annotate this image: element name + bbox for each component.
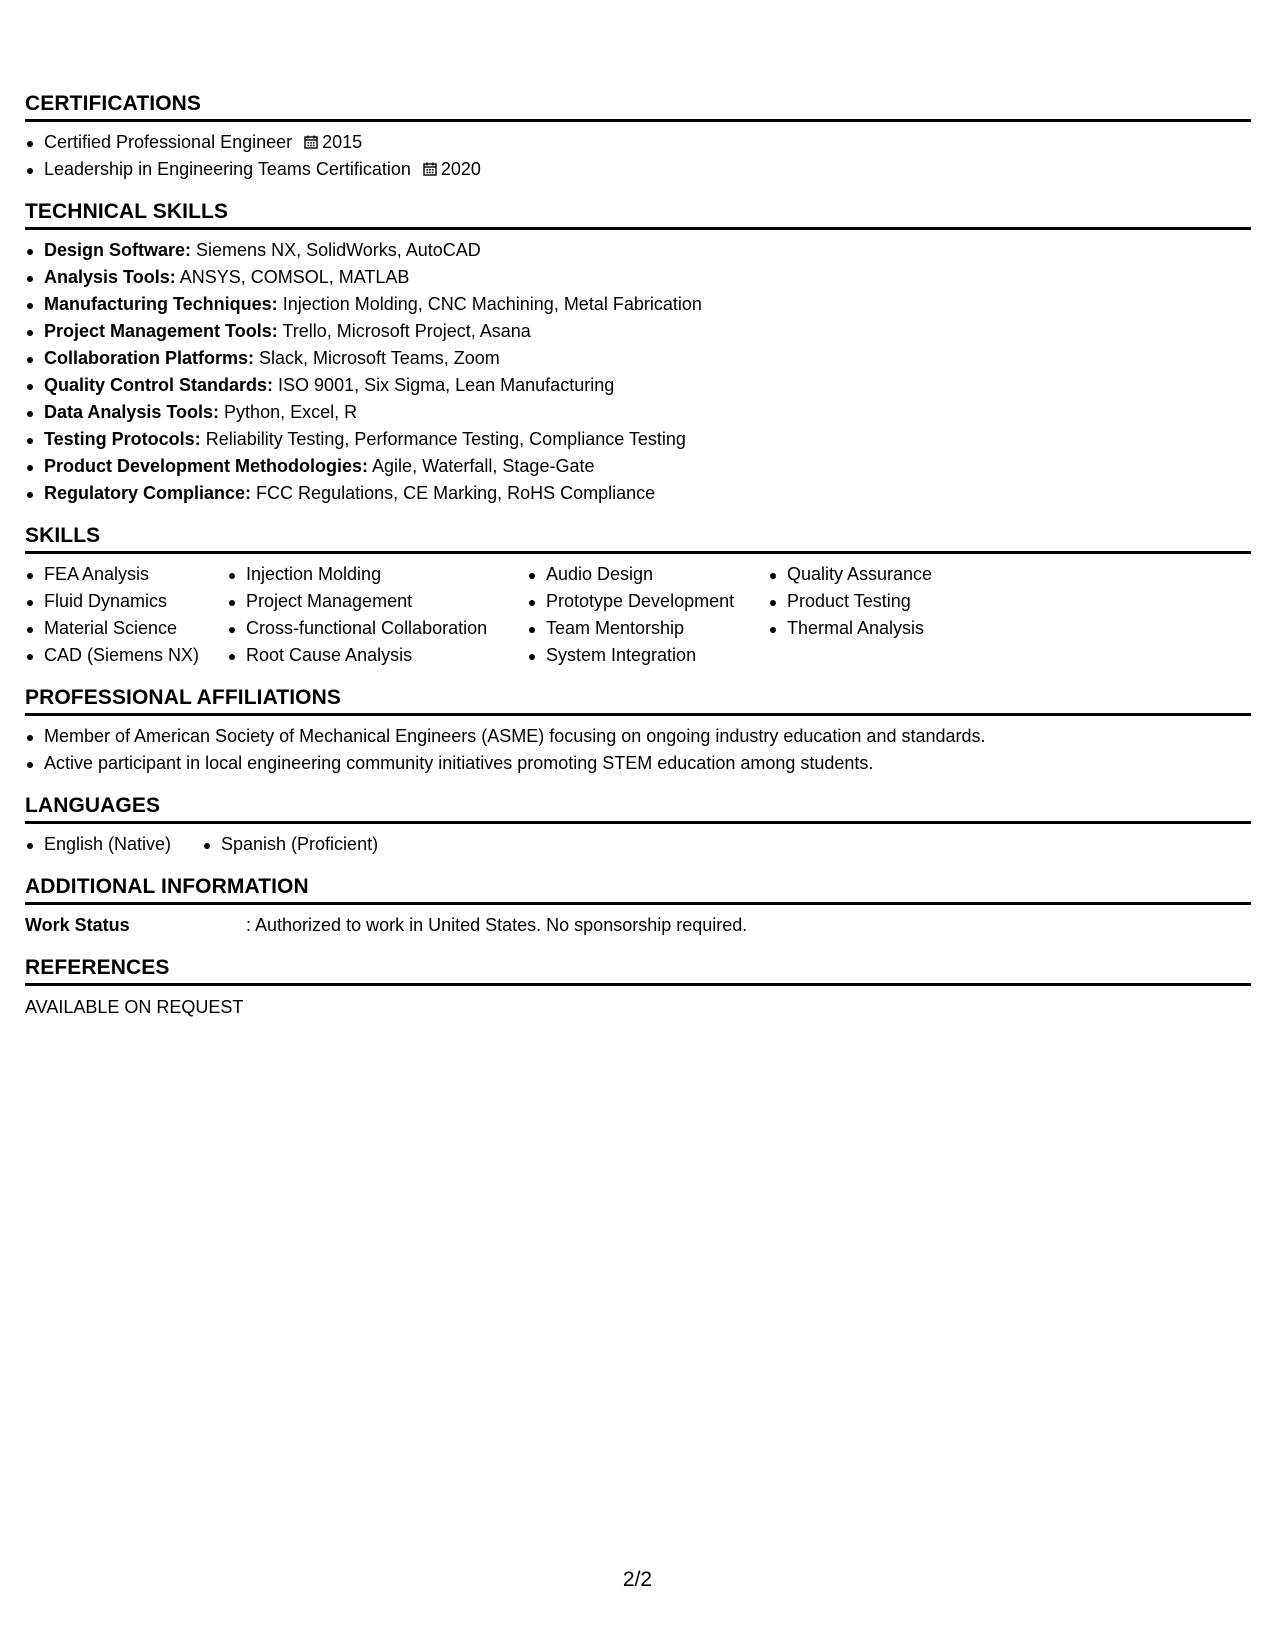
technical-skill-item (25, 399, 1251, 426)
language-item: Spanish (Proficient) (202, 831, 378, 858)
work-status-row (25, 912, 1251, 939)
technical-skills-list (25, 237, 1251, 507)
technical-skills-heading: TECHNICAL SKILLS (25, 200, 1251, 230)
certification-year: 2020 (440, 159, 481, 179)
affiliations-heading: PROFESSIONAL AFFILIATIONS (25, 686, 1251, 716)
languages-column (25, 831, 202, 858)
skill-item: System Integration (527, 642, 768, 669)
resume-page (25, 92, 1251, 1021)
languages-section (25, 794, 1251, 858)
skills-column (25, 561, 227, 669)
skill-item: Team Mentorship (527, 615, 768, 642)
skills-column (768, 561, 1018, 669)
calendar-icon (423, 162, 437, 176)
skill-item: CAD (Siemens NX) (25, 642, 227, 669)
skill-item: Root Cause Analysis (227, 642, 527, 669)
technical-skill-item (25, 426, 1251, 453)
certification-item (25, 156, 1251, 183)
technical-skill-label: Manufacturing Techniques: (44, 294, 278, 314)
technical-skill-label: Testing Protocols: (44, 429, 201, 449)
certification-name: Leadership in Engineering Teams Certification (44, 159, 411, 179)
technical-skill-value: Python, Excel, R (219, 402, 358, 422)
technical-skill-label: Collaboration Platforms: (44, 348, 255, 368)
references-text: AVAILABLE ON REQUEST (25, 997, 244, 1017)
additional-info-heading: ADDITIONAL INFORMATION (25, 875, 1251, 905)
references-heading: REFERENCES (25, 956, 1251, 986)
skill-item: Prototype Development (527, 588, 768, 615)
skill-item: Quality Assurance (768, 561, 1018, 588)
calendar-icon (304, 135, 318, 149)
certifications-heading: CERTIFICATIONS (25, 92, 1251, 122)
work-status-label: Work Status (25, 915, 130, 935)
technical-skill-value: ANSYS, COMSOL, MATLAB (175, 267, 410, 287)
languages-column (202, 831, 378, 858)
technical-skill-value: Trello, Microsoft Project, Asana (277, 321, 531, 341)
skill-item: Thermal Analysis (768, 615, 1018, 642)
certification-year: 2015 (322, 132, 363, 152)
certifications-list (25, 129, 1251, 183)
skill-item: Material Science (25, 615, 227, 642)
technical-skill-value: Siemens NX, SolidWorks, AutoCAD (191, 240, 481, 260)
references-section (25, 956, 1251, 1021)
languages-heading: LANGUAGES (25, 794, 1251, 824)
technical-skill-label: Regulatory Compliance: (44, 483, 252, 503)
work-status-value: : Authorized to work in United States. No sponsorship required. (246, 915, 748, 935)
technical-skill-item (25, 237, 1251, 264)
affiliation-item: Member of American Society of Mechanical Engineers (ASME) focusing on ongoing industry education and standards. (25, 723, 1251, 750)
skill-item: Project Management (227, 588, 527, 615)
technical-skill-item (25, 318, 1251, 345)
technical-skill-value: Slack, Microsoft Teams, Zoom (254, 348, 500, 368)
technical-skill-value: ISO 9001, Six Sigma, Lean Manufacturing (273, 375, 615, 395)
certifications-section (25, 92, 1251, 183)
technical-skill-value: Reliability Testing, Performance Testing, Compliance Testing (200, 429, 686, 449)
additional-info-section (25, 875, 1251, 939)
technical-skill-value: Injection Molding, CNC Machining, Metal Fabrication (277, 294, 702, 314)
certification-item (25, 129, 1251, 156)
skill-item: Audio Design (527, 561, 768, 588)
skills-column (527, 561, 768, 669)
technical-skill-label: Product Development Methodologies: (44, 456, 369, 476)
skills-section (25, 524, 1251, 669)
technical-skill-label: Quality Control Standards: (44, 375, 274, 395)
technical-skill-label: Project Management Tools: (44, 321, 278, 341)
technical-skill-item (25, 345, 1251, 372)
technical-skill-item (25, 480, 1251, 507)
technical-skill-item (25, 372, 1251, 399)
affiliation-item: Active participant in local engineering community initiatives promoting STEM education among students. (25, 750, 1251, 777)
skills-grid (25, 561, 1251, 669)
affiliations-section (25, 686, 1251, 777)
technical-skill-item (25, 453, 1251, 480)
page-number: 2/2 (622, 1568, 653, 1591)
skill-item: Injection Molding (227, 561, 527, 588)
technical-skill-item (25, 264, 1251, 291)
skill-item: Fluid Dynamics (25, 588, 227, 615)
skill-item: Product Testing (768, 588, 1018, 615)
affiliations-list (25, 723, 1251, 777)
technical-skill-label: Data Analysis Tools: (44, 402, 220, 422)
technical-skills-section (25, 200, 1251, 507)
technical-skill-value: FCC Regulations, CE Marking, RoHS Compliance (251, 483, 656, 503)
technical-skill-item (25, 291, 1251, 318)
skill-item: Cross-functional Collaboration (227, 615, 527, 642)
technical-skill-label: Design Software: (44, 240, 192, 260)
technical-skill-label: Analysis Tools: (44, 267, 176, 287)
skills-heading: SKILLS (25, 524, 1251, 554)
skill-item: FEA Analysis (25, 561, 227, 588)
languages-row (25, 831, 1251, 858)
technical-skill-value: Agile, Waterfall, Stage-Gate (368, 456, 595, 476)
certification-name: Certified Professional Engineer (44, 132, 293, 152)
skills-column (227, 561, 527, 669)
language-item: English (Native) (25, 831, 202, 858)
